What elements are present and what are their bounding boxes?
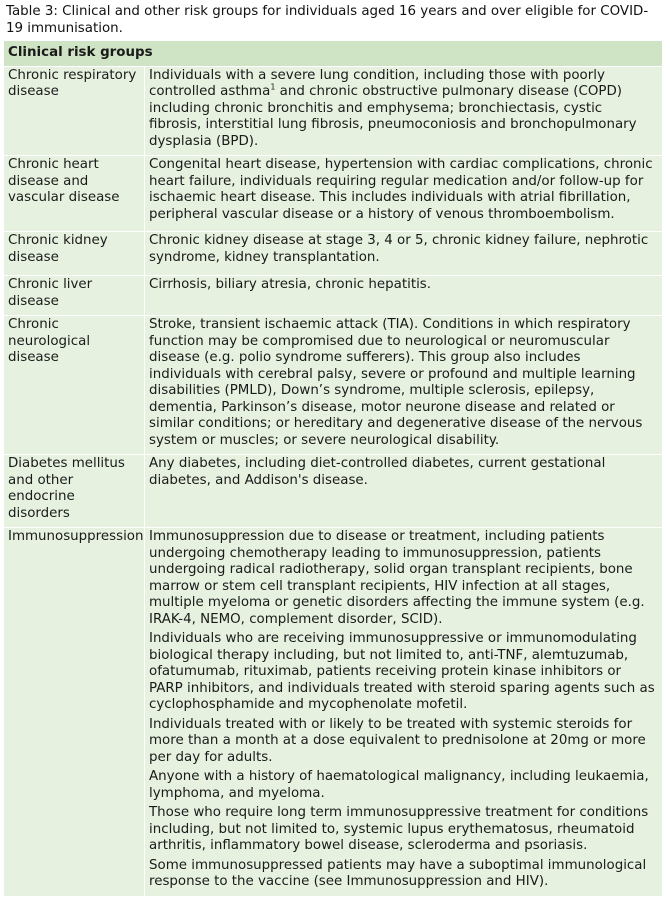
condition-cell: Diabetes mellitus and other endocrine disorders: [4, 455, 145, 528]
table-row: [4, 455, 663, 528]
description-cell: Chronic kidney disease at stage 3, 4 or 5, chronic kidney failure, nephrotic syndrome, kidney transplantation.: [145, 232, 663, 276]
description-cell: Congenital heart disease, hypertension with cardiac complications, chronic heart failure, individuals requiring regular medication and/or follow-up for ischaemic heart disease. This includes individuals with atrial fibrillation, peripheral vascular disease or a history of venous thromboembolism.: [145, 156, 663, 232]
condition-cell: Chronic respiratory disease: [4, 67, 145, 157]
table-header-row: [4, 41, 663, 67]
paragraph: Individuals treated with or likely to be treated with systemic steroids for more than a month at a dose equivalent to prednisolone at 20mg or more per day for adults.: [149, 716, 646, 765]
description-text: Individuals with a severe lung condition, including those with poorly controlled asthma: [149, 67, 605, 99]
table-row: [4, 276, 663, 316]
paragraph: Individuals who are receiving immunosuppressive or immunomodulating biological therapy including, but not limited to, anti-TNF, alemtuzumab, ofatumumab, rituximab, patients receiving protein kinase inhibitors or PARP inhibitors, and individuals treated with steroid sparing agents such as cyclophosphamide and mycophenolate mofetil.: [149, 631, 655, 712]
table-header: Clinical risk groups: [4, 41, 663, 67]
paragraph: Those who require long term immunosuppressive treatment for conditions including, but not limited to, systemic lupus erythematosus, rheumatoid arthritis, inflammatory bowel disease, scleroderma and psoriasis.: [149, 805, 649, 853]
description-cell: [145, 67, 663, 157]
description-cell: Stroke, transient ischaemic attack (TIA). Conditions in which respiratory function may be compromised due to neurological or neuromuscular disease (e.g. polio syndrome sufferers). This group also includes individuals with cerebral palsy, severe or profound and multiple learning disabilities (PMLD), Down’s syndrome, multiple sclerosis, epilepsy, dementia, Parkinson’s disease, motor neurone disease and related or similar conditions; or hereditary and degenerative disease of the nervous system or muscles; or severe neurological disability.: [145, 316, 663, 455]
condition-cell: Chronic heart disease and vascular disease: [4, 156, 145, 232]
description-text: and chronic obstructive pulmonary disease (COPD) including chronic bronchitis and emphysema; bronchiectasis, cystic fibrosis, interstitial lung fibrosis, pneumoconiosis and bronchopulmonary dysplasia (BPD).: [149, 84, 637, 149]
paragraph: Anyone with a history of haematological malignancy, including leukaemia, lymphoma, and myeloma.: [149, 769, 649, 801]
description-cell: Cirrhosis, biliary atresia, chronic hepatitis.: [145, 276, 663, 316]
table-row: [4, 232, 663, 276]
condition-cell: Chronic kidney disease: [4, 232, 145, 276]
table-row: [4, 316, 663, 455]
table-row: [4, 67, 663, 157]
table-row: [4, 156, 663, 232]
condition-cell: Immunosuppression: [4, 528, 145, 897]
condition-cell: Chronic liver disease: [4, 276, 145, 316]
description-cell: [145, 528, 663, 897]
risk-groups-table: [4, 41, 663, 897]
table-row: [4, 528, 663, 897]
paragraph: Immunosuppression due to disease or treatment, including patients undergoing chemotherapy leading to immunosuppression, patients undergoing radical radiotherapy, solid organ transplant recipients, bone marrow or stem cell transplant recipients, HIV infection at all stages, multiple myeloma or genetic disorders affecting the immune system (e.g. IRAK-4, NEMO, complement disorder, SCID).: [149, 529, 645, 627]
table-caption: Table 3: Clinical and other risk groups for individuals aged 16 years and over eligible for COVID-19 immunisation.: [6, 4, 649, 36]
paragraph: Some immunosuppressed patients may have a suboptimal immunological response to the vaccine (see Immunosuppression and HIV).: [149, 857, 647, 889]
description-cell: Any diabetes, including diet-controlled diabetes, current gestational diabetes, and Addison's disease.: [145, 455, 663, 528]
condition-cell: Chronic neurological disease: [4, 316, 145, 455]
footnote-marker: 1: [270, 82, 276, 92]
